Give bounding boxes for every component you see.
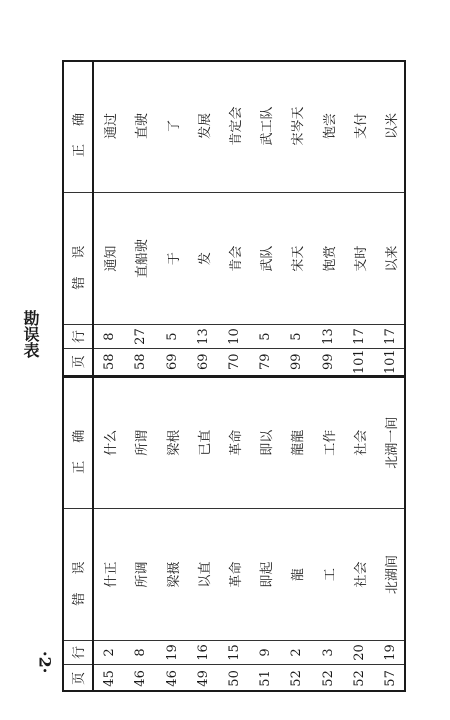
correction-cell: 已直 [188, 376, 219, 508]
page-title: 勘误表 [21, 310, 40, 358]
line-cell: 27 [125, 325, 156, 349]
line-cell: 13 [312, 325, 343, 349]
table-row [93, 60, 125, 692]
error-cell: 于 [156, 192, 187, 324]
page-cell: 46 [125, 664, 156, 692]
header-line: 行 [62, 641, 93, 665]
page-cell: 99 [312, 348, 343, 376]
page-cell: 50 [219, 664, 250, 692]
error-cell: 通知 [93, 192, 125, 324]
correction-cell: 所谓 [125, 376, 156, 508]
error-cell: 北湖间 [375, 508, 406, 640]
page-cell: 52 [312, 664, 343, 692]
correction-cell: 即以 [250, 376, 281, 508]
errata-table [62, 60, 406, 692]
line-cell: 3 [312, 641, 343, 665]
error-cell: 宋天 [281, 192, 312, 324]
page-cell: 79 [250, 348, 281, 376]
correction-cell: 梁根 [156, 376, 187, 508]
correction-cell: 了 [166, 119, 182, 133]
page-number: ·2· [35, 650, 55, 674]
errata-table-container [62, 60, 406, 692]
correction-cell: 肯定会 [228, 106, 244, 146]
line-cell: 17 [344, 325, 375, 349]
page-cell: 49 [188, 664, 219, 692]
correction-cell: 直驶 [135, 112, 151, 139]
table-row [188, 60, 219, 692]
error-cell: 所调 [125, 508, 156, 640]
error-cell: 革命 [219, 508, 250, 640]
line-cell: 16 [188, 641, 219, 665]
table-row [312, 60, 343, 692]
correction-cell: 武工队 [260, 106, 276, 146]
line-cell: 2 [281, 641, 312, 665]
page-cell: 69 [156, 348, 187, 376]
header-page: 页 [62, 664, 93, 692]
table-row [344, 60, 375, 692]
page-cell: 57 [375, 664, 406, 692]
table-row [125, 60, 156, 692]
table-header-row [62, 60, 93, 692]
line-cell: 5 [156, 325, 187, 349]
line-cell: 9 [250, 641, 281, 665]
error-cell: 社会 [344, 508, 375, 640]
page-cell: 52 [344, 664, 375, 692]
line-cell: 20 [344, 641, 375, 665]
error-cell: 发 [188, 192, 219, 324]
page-cell: 70 [219, 348, 250, 376]
error-cell: 龍 [281, 508, 312, 640]
header-correct: 正确 [62, 376, 93, 508]
header-correct: 正确 [62, 60, 93, 192]
line-cell: 19 [375, 641, 406, 665]
correction-cell: 北湖一间 [375, 376, 406, 508]
line-cell: 19 [156, 641, 187, 665]
line-cell: 5 [281, 325, 312, 349]
page-cell: 46 [156, 664, 187, 692]
correction-cell: 以米 [384, 112, 400, 139]
header-line: 行 [62, 325, 93, 349]
line-cell: 2 [93, 641, 125, 665]
line-cell: 10 [219, 325, 250, 349]
table-row [219, 60, 250, 692]
error-cell: 肯会 [219, 192, 250, 324]
table-row [156, 60, 187, 692]
error-cell: 直船驶 [125, 192, 156, 324]
header-error: 错误 [62, 192, 93, 324]
page-cell: 52 [281, 664, 312, 692]
line-cell: 8 [93, 325, 125, 349]
correction-cell: 工作 [312, 376, 343, 508]
error-cell: 工 [312, 508, 343, 640]
correction-cell: 革命 [219, 376, 250, 508]
page-cell: 101 [375, 348, 406, 376]
correction-cell: 龍龍 [281, 376, 312, 508]
page-cell: 99 [281, 348, 312, 376]
error-cell: 即起 [250, 508, 281, 640]
line-cell: 15 [219, 641, 250, 665]
line-cell: 5 [250, 325, 281, 349]
error-cell: 以直 [188, 508, 219, 640]
header-page: 页 [62, 348, 93, 376]
error-cell: 武队 [250, 192, 281, 324]
line-cell: 13 [188, 325, 219, 349]
correction-cell: 什么 [93, 376, 125, 508]
line-cell: 17 [375, 325, 406, 349]
error-cell: 以来 [375, 192, 406, 324]
header-error: 错误 [62, 508, 93, 640]
error-cell: 什正 [93, 508, 125, 640]
correction-cell: 通过 [104, 112, 120, 139]
page-cell: 45 [93, 664, 125, 692]
table-row [375, 60, 406, 692]
error-cell: 饱赏 [312, 192, 343, 324]
table-row [281, 60, 312, 692]
correction-cell: 支付 [353, 112, 369, 139]
correction-cell: 宋岑天 [291, 106, 307, 146]
table-row [250, 60, 281, 692]
line-cell: 8 [125, 641, 156, 665]
correction-cell: 社会 [344, 376, 375, 508]
error-cell: 支时 [344, 192, 375, 324]
page-cell: 69 [188, 348, 219, 376]
page-cell: 101 [344, 348, 375, 376]
page-cell: 58 [93, 348, 125, 376]
correction-cell: 饱尝 [322, 112, 338, 139]
correction-cell: 发展 [197, 112, 213, 139]
error-cell: 梁摄 [156, 508, 187, 640]
page-cell: 58 [125, 348, 156, 376]
page-cell: 51 [250, 664, 281, 692]
